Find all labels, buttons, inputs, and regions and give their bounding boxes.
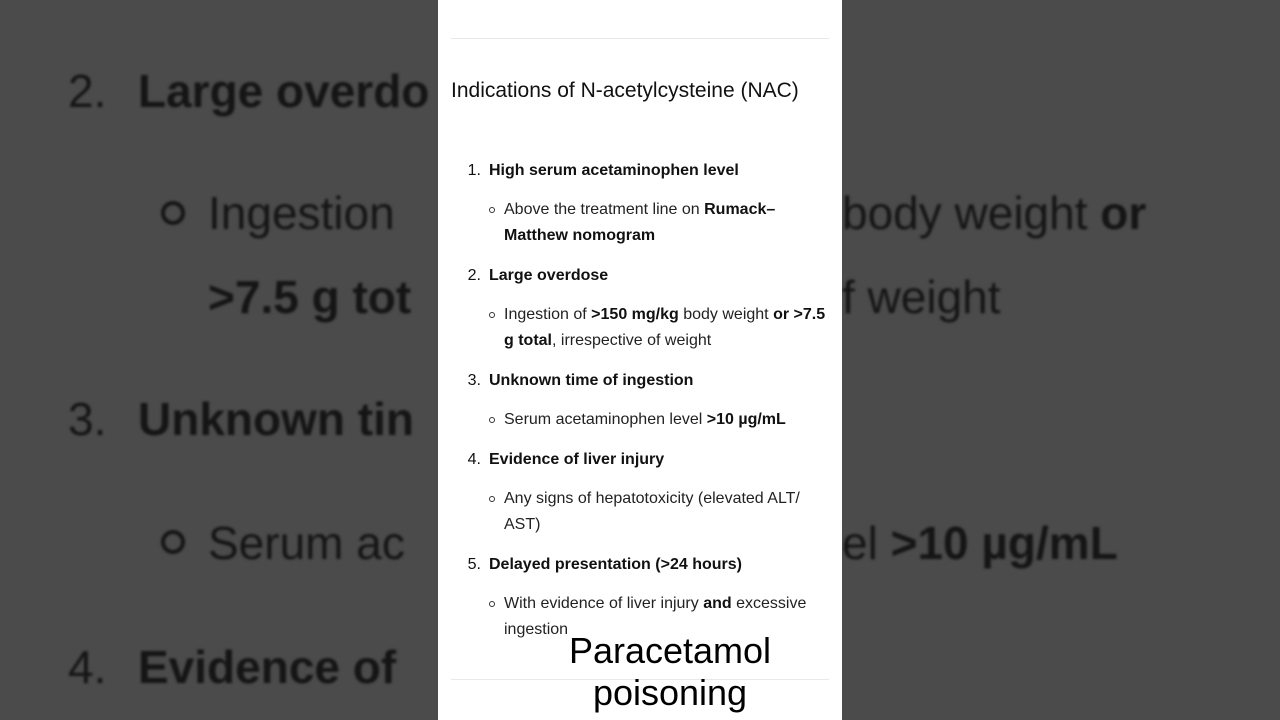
- list-item: [451, 447, 836, 552]
- detail-bold-text: >10 µg/mL: [706, 411, 786, 428]
- circle-bullet-icon: [489, 417, 495, 423]
- bg-sub-text-right: el >10 µg/mL: [842, 517, 1118, 569]
- list-item-heading: [451, 158, 836, 184]
- bg-item-title: Evidence of: [138, 641, 397, 693]
- list-item-number: 4.: [467, 451, 481, 468]
- circle-bullet-icon: [489, 601, 495, 607]
- bg-item-title: Large overdo: [138, 65, 430, 117]
- bg-bullet: [161, 530, 185, 554]
- bg-bullet: [161, 201, 185, 225]
- article-heading: Indications of N-acetylcysteine (NAC): [451, 79, 799, 102]
- circle-bullet-icon: [489, 496, 495, 502]
- list-item-detail: [504, 486, 834, 538]
- detail-text: Serum acetaminophen level: [504, 411, 707, 428]
- caption-line-2: poisoning: [592, 672, 748, 713]
- video-caption: [440, 630, 900, 714]
- list-item: [451, 368, 836, 447]
- bg-sub-text-right: body weight or: [842, 187, 1147, 239]
- list-item-detail: [504, 197, 834, 249]
- detail-text: With evidence of liver injury: [504, 595, 704, 612]
- list-item-title: Delayed presentation (>24 hours): [489, 556, 742, 573]
- indications-list: [451, 158, 836, 657]
- detail-text: , irrespective of weight: [552, 332, 712, 349]
- list-item-detail: [504, 302, 834, 354]
- detail-bold-text: >150 mg/kg: [591, 306, 679, 323]
- bg-sub-text: >7.5 g tot: [208, 271, 412, 323]
- list-item: [451, 158, 836, 263]
- article-card: [438, 0, 842, 720]
- list-item-number: 3.: [467, 372, 481, 389]
- bg-sub-text: Serum ac: [208, 517, 405, 569]
- list-item: [451, 263, 836, 368]
- circle-bullet-icon: [489, 312, 495, 318]
- list-item-heading: [451, 552, 836, 578]
- list-item-title: High serum acetaminophen level: [489, 162, 739, 179]
- detail-bold-text: or: [773, 306, 790, 323]
- detail-text: excessive ingestion: [504, 595, 807, 638]
- detail-bold-text: >7.5 g total: [504, 306, 826, 349]
- detail-text: Any signs of hepatotoxicity (elevated ALT/ AST): [504, 490, 800, 533]
- caption-line-1: Paracetamol: [568, 630, 772, 671]
- list-item-title: Evidence of liver injury: [489, 451, 665, 468]
- detail-bold-text: and: [703, 595, 732, 612]
- top-divider: [451, 38, 829, 39]
- list-item-number: 5.: [467, 556, 481, 573]
- list-item-heading: [451, 263, 836, 289]
- detail-bold-text: Rumack–Matthew nomogram: [504, 201, 776, 244]
- bg-item-title: Unknown tin: [138, 393, 414, 445]
- list-item-heading: [451, 368, 836, 394]
- circle-bullet-icon: [489, 207, 495, 213]
- bg-item-num: 2.: [68, 65, 107, 117]
- list-item-title: Unknown time of ingestion: [489, 372, 694, 389]
- list-item-title: Large overdose: [489, 267, 609, 284]
- bg-sub-text: Ingestion: [208, 187, 395, 239]
- detail-text: Above the treatment line on: [504, 201, 705, 218]
- detail-text: body weight: [678, 306, 774, 323]
- detail-text: Ingestion of: [504, 306, 592, 323]
- bg-sub-text-right: f weight: [842, 271, 1001, 323]
- bg-item-num: 3.: [68, 393, 107, 445]
- list-item-heading: [451, 447, 836, 473]
- bg-item-num: 4.: [68, 641, 107, 693]
- list-item-number: 2.: [467, 267, 481, 284]
- list-item-detail: [504, 407, 834, 433]
- list-item-number: 1.: [467, 162, 481, 179]
